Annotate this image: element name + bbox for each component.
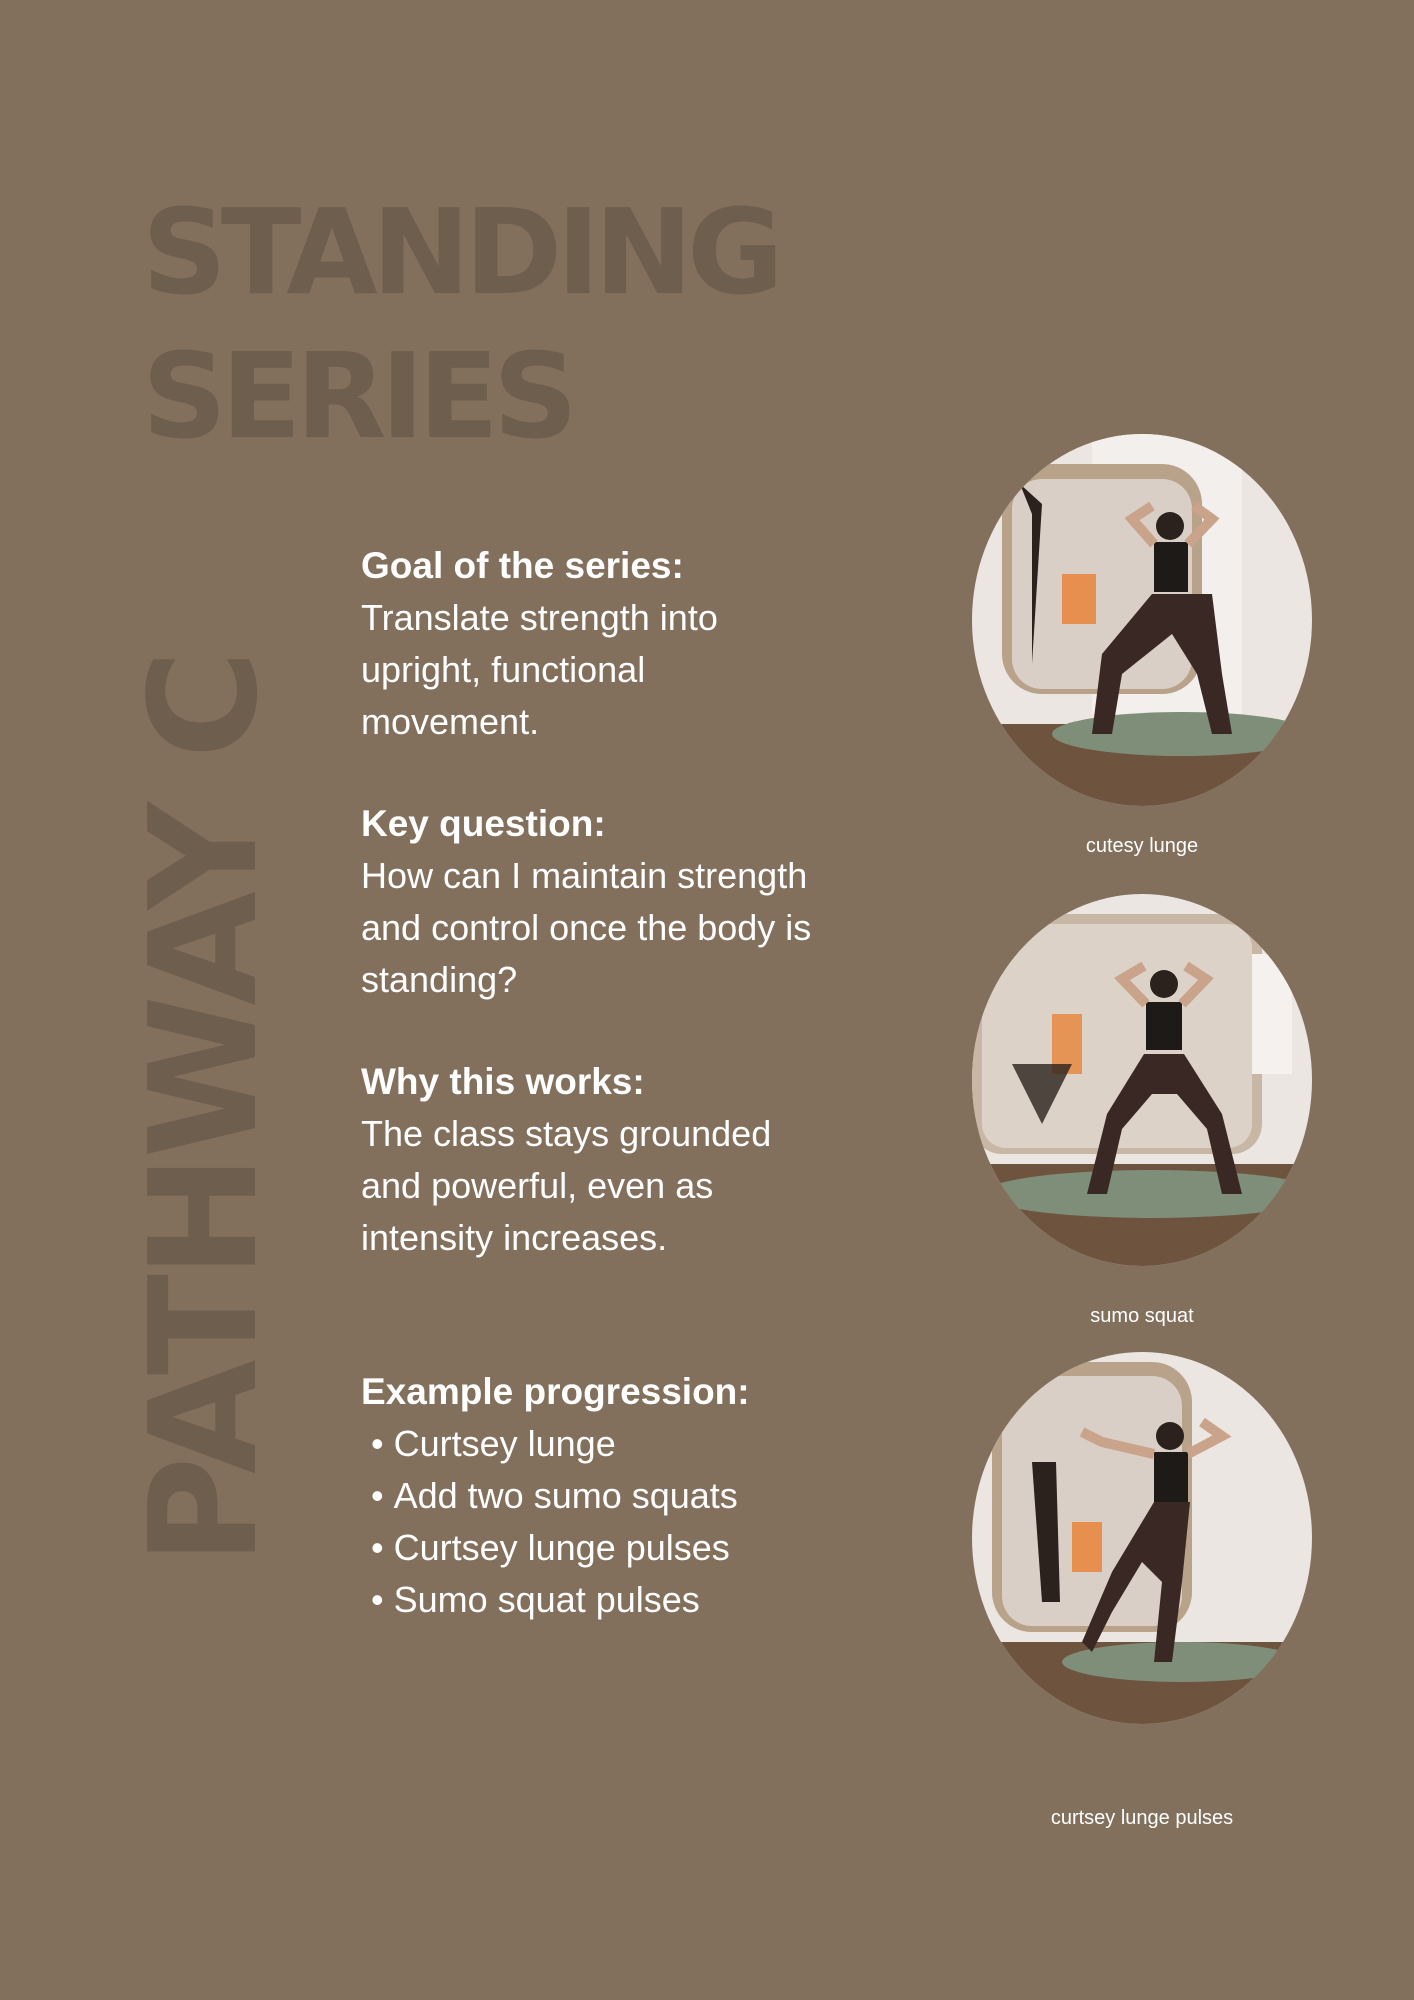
- list-item: • Add two sumo squats: [361, 1470, 821, 1522]
- example-section: [361, 1366, 821, 1626]
- key-question-body: How can I maintain strength and control once the body is standing?: [361, 855, 812, 1000]
- sumo-squat-photo: [972, 894, 1312, 1266]
- goal-body: Translate strength into upright, functional movement.: [361, 597, 718, 742]
- photo-caption: curtsey lunge pulses: [1050, 1807, 1234, 1829]
- list-item: • Sumo squat pulses: [361, 1574, 821, 1626]
- why-heading: Why this works:: [361, 1061, 645, 1102]
- progression-list: [361, 1418, 821, 1626]
- photo-caption: cutesy lunge: [1085, 835, 1199, 857]
- side-label: PATHWAY C: [118, 653, 290, 1565]
- key-question-section: [361, 798, 821, 1006]
- why-body: The class stays grounded and powerful, even as intensity increases.: [361, 1113, 772, 1258]
- page-title: STANDING SERIES: [142, 183, 778, 465]
- curtsey-lunge-pulses-photo: [972, 1352, 1312, 1724]
- why-section: [361, 1056, 821, 1264]
- list-item: • Curtsey lunge: [361, 1418, 821, 1470]
- key-question-heading: Key question:: [361, 803, 606, 844]
- photo-caption: sumo squat: [1090, 1305, 1194, 1327]
- goal-section: [361, 540, 821, 748]
- list-item: • Curtsey lunge pulses: [361, 1522, 821, 1574]
- example-heading: Example progression:: [361, 1371, 750, 1412]
- goal-heading: Goal of the series:: [361, 545, 684, 586]
- curtsey-lunge-photo: [972, 434, 1312, 806]
